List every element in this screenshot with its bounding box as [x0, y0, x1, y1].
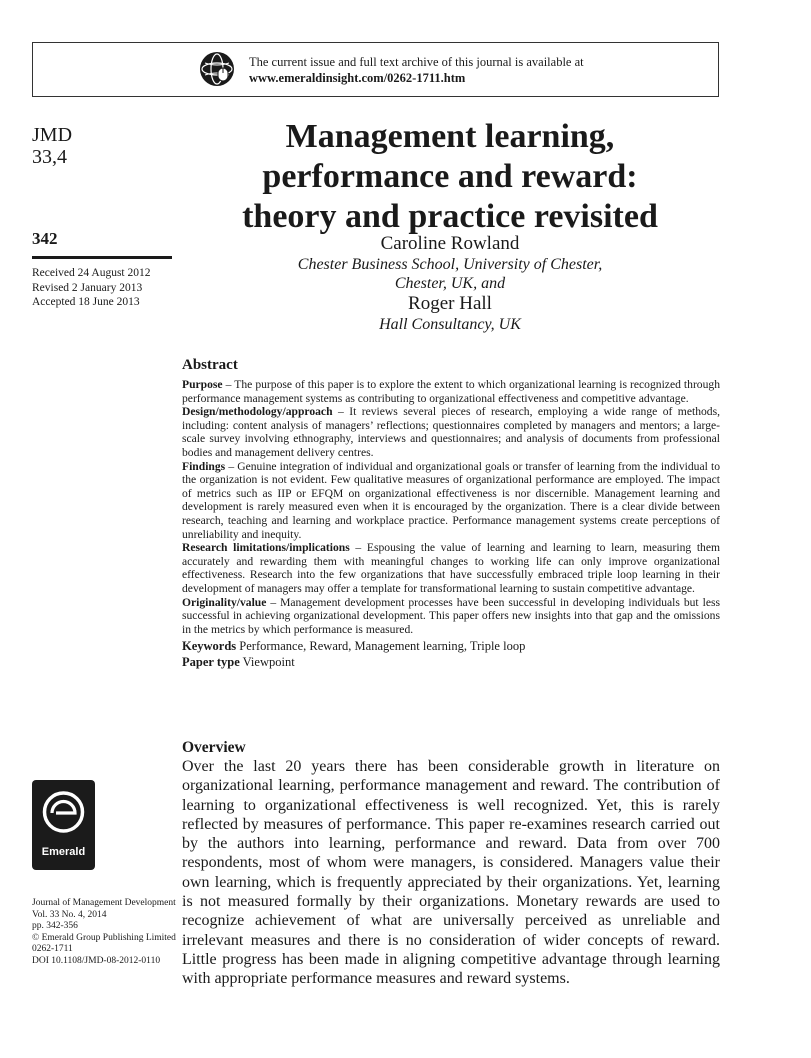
revised-date: Revised 2 January 2013	[32, 281, 143, 294]
abstract-heading: Abstract	[182, 357, 238, 373]
abstract-purpose	[182, 378, 720, 405]
journal-doi: DOI 10.1108/JMD-08-2012-0110	[32, 955, 161, 966]
author-affiliation-1b: Chester, UK, and	[394, 275, 506, 292]
journal-archive-banner	[32, 42, 719, 97]
paper-type-label: Paper type	[182, 655, 240, 670]
limitations-text: – Espousing the value of learning and learning to learn, measuring them accurately and rewarding them with meaningful changes to working life can only improve organizational effectiveness. Research into the few organizations that have successfully embraced triple loop learning in their development of managers may offer a template for transformational learning to sustain competitive advantage.	[182, 541, 721, 595]
abstract-keywords	[182, 638, 720, 654]
journal-issn: 0262-1711	[32, 944, 73, 954]
page-number-rule	[32, 256, 172, 259]
journal-pages: pp. 342-356	[32, 921, 78, 931]
design-text: – It reviews several pieces of research, employing a wide range of methods, including: content analysis of managers’ reflections; questionnaires completed by managers and mentors; a large-scale survey involving ethnography, interviews and questionnaires; and analysis of documents from professional bodies and management delivery centres.	[182, 405, 720, 459]
title-line-1: Management learning,	[285, 118, 615, 155]
overview-body: Over the last 20 years there has been considerable growth in literature on organizational learning, performance management and reward. The contribution of learning to organizational effectiveness is well recognized. Yet, this is rarely reflected by measures of performance. This paper re-examines research carried out by the authors into learning, performance and reward. Data from over 700 respondents, most of whom were managers, is considered. Managers value their own learning, which is frequently appreciated by their organizations. Yet, learning is not measured formally by their organizations. Monetary rewards are used to recognize achievement of what are universally perceived as unreliable and irrelevant measures and there is no consideration of wider concepts of reward. Little progress has been made in aligning competitive advantage through learning with appropriate performance measures and reward systems.	[182, 758, 720, 988]
page-number: 342	[32, 229, 58, 248]
keywords-text: Performance, Reward, Management learning, Triple loop	[236, 639, 526, 654]
archive-notice-text: The current issue and full text archive of this journal is available at	[249, 55, 584, 69]
author-name-1: Caroline Rowland	[380, 233, 520, 254]
paper-type-text: Viewpoint	[239, 655, 295, 670]
purpose-text: – The purpose of this paper is to explore the extent to which organizational learning is recognized through performance management systems as contributing to organizational effectiveness and competitive advantage.	[182, 378, 720, 405]
author-affiliation-2: Hall Consultancy, UK	[379, 316, 521, 333]
abstract-paper-type	[182, 654, 720, 670]
accepted-date: Accepted 18 June 2013	[32, 296, 140, 308]
keywords-label: Keywords	[182, 639, 237, 654]
emerald-logo	[32, 780, 95, 870]
title-line-2: performance and reward:	[262, 158, 638, 195]
originality-label: Originality/value	[182, 595, 267, 609]
originality-text: – Management development processes have been successful in developing individuals but less successful in achieving organizational development. This paper offers new insights into that gap and the omissions in the metrics by which performance is measured.	[182, 595, 720, 636]
abstract-limitations	[182, 541, 720, 595]
journal-publisher: © Emerald Group Publishing Limited	[32, 932, 176, 943]
journal-abbrev: JMD	[32, 124, 73, 146]
archive-notice	[249, 54, 584, 86]
journal-name: Journal of Management Development	[32, 898, 176, 908]
title-line-3: theory and practice revisited	[242, 198, 658, 235]
emerald-wordmark: Emerald	[41, 846, 86, 858]
journal-code	[32, 124, 72, 168]
emerald-e-icon	[32, 780, 95, 846]
overview-section	[182, 739, 720, 989]
design-label: Design/methodology/approach	[182, 405, 333, 419]
abstract-design	[182, 405, 720, 459]
author-affiliation-1a: Chester Business School, University of Chester,	[297, 256, 603, 273]
journal-citation-info	[32, 898, 182, 967]
limitations-label: Research limitations/implications	[182, 541, 350, 555]
abstract-findings	[182, 460, 720, 542]
volume-issue: 33,4	[32, 146, 67, 168]
purpose-label: Purpose	[182, 378, 223, 391]
paper-title	[180, 117, 720, 237]
journal-volume: Vol. 33 No. 4, 2014	[32, 909, 107, 920]
author-name-2: Roger Hall	[408, 293, 492, 314]
author-block	[180, 233, 720, 334]
findings-label: Findings	[182, 459, 226, 473]
findings-text: – Genuine integration of individual and organizational goals or transfer of learning from the individual to the organization is not evident. Few qualitative measures of organizational performance are employed. The impact of metrics such as IIP or EFQM on organizational effectiveness is nor discernible. Management learning and development is rarely measured even when it is encouraged by the organization. There is a clear divide between research, teaching and learning and workplace practice. Performance management systems create perceptions of unreliability and inequity.	[182, 459, 720, 541]
received-date: Received 24 August 2012	[32, 267, 151, 279]
globe-mouse-icon	[199, 51, 235, 87]
overview-heading: Overview	[182, 739, 246, 756]
abstract-section	[182, 356, 720, 670]
abstract-originality	[182, 596, 720, 637]
journal-url-link[interactable]: www.emeraldinsight.com/0262-1711.htm	[249, 71, 466, 85]
submission-dates	[32, 266, 151, 310]
